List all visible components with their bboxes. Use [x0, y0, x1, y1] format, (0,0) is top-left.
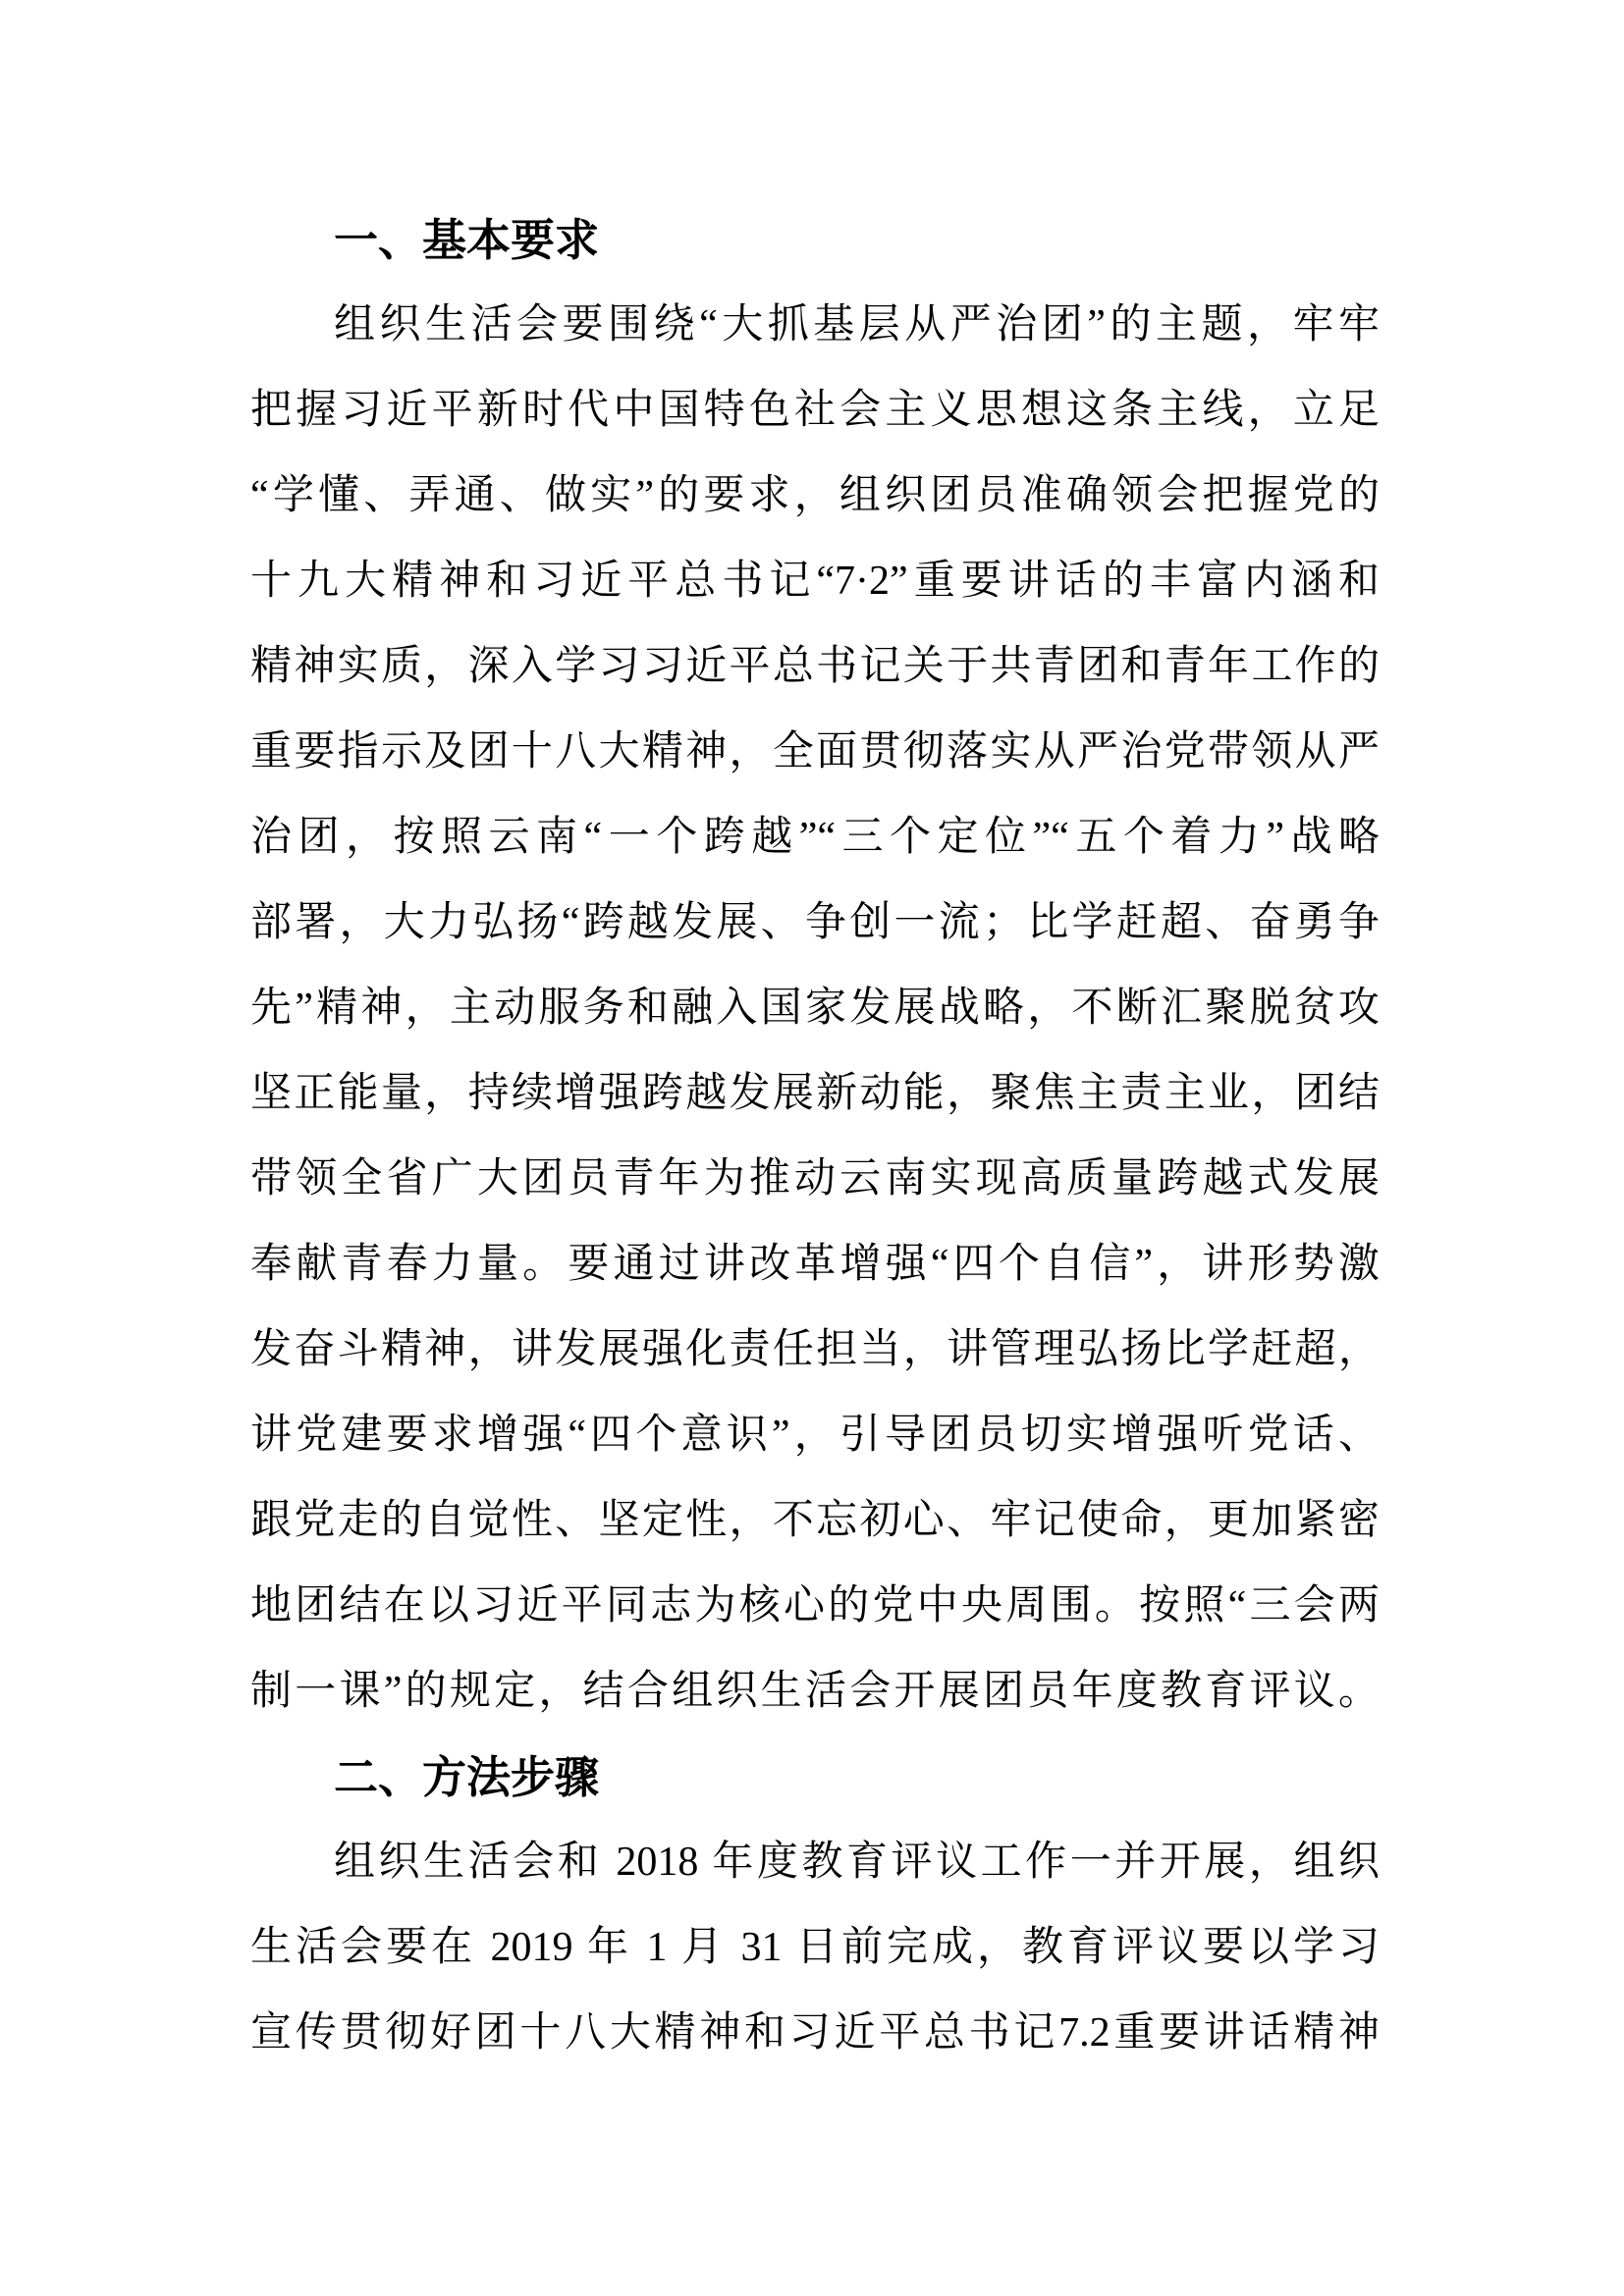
text-line: 带领全省广大团员青年为推动云南实现高质量跨越式发展 — [250, 1156, 1380, 1201]
text-line: 生活会要在 2019 年 1 月 31 日前完成，教育评议要以学习 — [250, 1925, 1380, 1970]
text-line: 先”精神，主动服务和融入国家发展战略，不断汇聚脱贫攻 — [250, 986, 1380, 1031]
text-line: 制一课”的规定，结合组织生活会开展团员年度教育评议。 — [250, 1669, 1380, 1714]
text-line: 治团，按照云南“一个跨越”“三个定位”“五个着力”战略 — [250, 815, 1380, 860]
text-line: 组织生活会和 2018 年度教育评议工作一并开展，组织 — [334, 1840, 1380, 1885]
text-line: 坚正能量，持续增强跨越发展新动能，聚焦主责主业，团结 — [250, 1071, 1380, 1116]
text-line: 奉献青春力量。要通过讲改革增强“四个自信”，讲形势激 — [250, 1242, 1380, 1287]
text-line: 地团结在以习近平同志为核心的党中央周围。按照“三会两 — [250, 1583, 1380, 1629]
section-heading: 一、基本要求 — [334, 215, 600, 265]
text-line: 十九大精神和习近平总书记“7·2”重要讲话的丰富内涵和 — [250, 559, 1380, 604]
text-line: 宣传贯彻好团十八大精神和习近平总书记7.2重要讲话精神 — [250, 2010, 1380, 2056]
text-line: 组织生活会要围绕“大抓基层从严治团”的主题，牢牢 — [334, 302, 1380, 347]
text-line: 把握习近平新时代中国特色社会主义思想这条主线，立足 — [250, 388, 1380, 433]
section-heading: 二、方法步骤 — [334, 1752, 600, 1802]
text-line: 发奋斗精神，讲发展强化责任担当，讲管理弘扬比学赶超， — [250, 1327, 1380, 1372]
section-basic-requirements — [250, 197, 1380, 1735]
text-line: 重要指示及团十八大精神，全面贯彻落实从严治党带领从严 — [250, 729, 1380, 774]
text-line: 讲党建要求增强“四个意识”，引导团员切实增强听党话、 — [250, 1413, 1380, 1458]
text-line: 跟党走的自觉性、坚定性，不忘初心、牢记使命，更加紧密 — [250, 1498, 1380, 1543]
text-line: 部署，大力弘扬“跨越发展、争创一流；比学赶超、奋勇争 — [250, 900, 1380, 945]
text-line: “学懂、弄通、做实”的要求，组织团员准确领会把握党的 — [250, 473, 1380, 518]
section-method-steps — [250, 1735, 1380, 2076]
text-line: 精神实质，深入学习习近平总书记关于共青团和青年工作的 — [250, 644, 1380, 689]
